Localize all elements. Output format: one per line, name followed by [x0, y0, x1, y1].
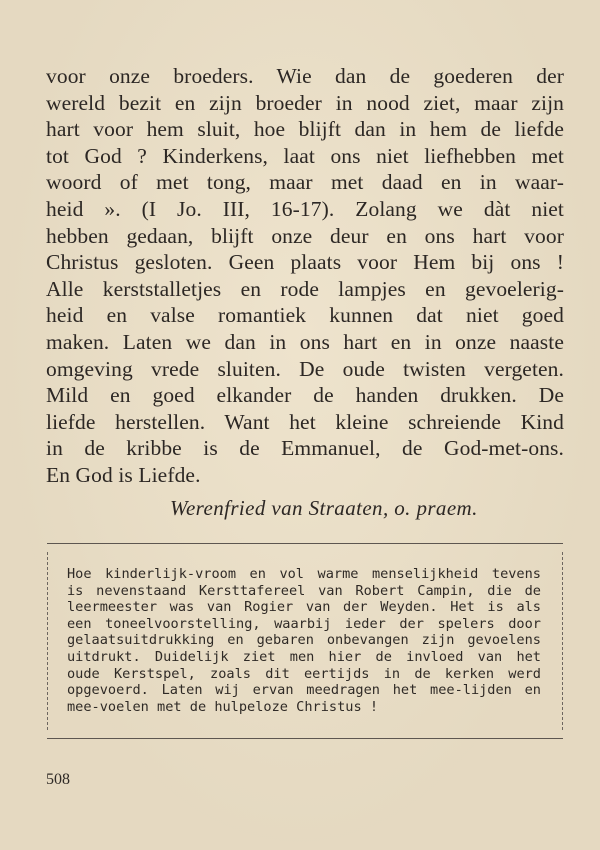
- caption-line: is nevenstaand Kersttafereel van Robert Campin, die de: [67, 582, 541, 599]
- body-line: voor onze broeders. Wie dan de goederen der: [46, 64, 564, 88]
- caption-text: [67, 566, 541, 715]
- author-signature: Werenfried van Straaten, o. praem.: [170, 496, 478, 520]
- caption-line: uitdrukt. Duidelijk ziet men hier de invloed van het: [67, 648, 541, 665]
- body-line: Christus gesloten. Geen plaats voor Hem bij ons !: [46, 250, 564, 275]
- caption-box: [47, 543, 563, 739]
- caption-line: leermeester was van Rogier van der Weyden. Het is als: [67, 599, 541, 616]
- caption-line: Hoe kinderlijk-vroom en vol warme menselijkheid tevens: [67, 566, 541, 582]
- caption-line: gelaatsuitdrukking en gebaren onbevangen zijn gevoelens: [67, 632, 541, 649]
- body-line: maken. Laten we dan in ons hart en in onze naaste: [46, 329, 564, 354]
- body-line: hart voor hem sluit, hoe blijft dan in hem de liefde: [46, 117, 564, 142]
- body-line: heid ». (I Jo. III, 16-17). Zolang we dàt niet: [46, 196, 564, 221]
- body-line: heid en valse romantiek kunnen dat niet goed: [46, 303, 564, 328]
- body-line: hebben gedaan, blijft onze deur en ons hart voor: [46, 223, 564, 248]
- page-number: 508: [46, 771, 70, 788]
- body-line: liefde herstellen. Want het kleine schreiende Kind: [46, 409, 564, 434]
- caption-border-left: [47, 552, 48, 730]
- body-line: omgeving vrede sluiten. De oude twisten vergeten.: [46, 356, 564, 381]
- body-line: in de kribbe is de Emmanuel, de God-met-ons.: [46, 436, 564, 461]
- body-line: Alle kerststalletjes en rode lampjes en gevoelerig-: [46, 276, 564, 301]
- caption-line: oude Kerstspel, zoals dit eertijds in de kerken werd: [67, 665, 541, 682]
- caption-line: mee-voelen met de hulpeloze Christus !: [67, 698, 378, 715]
- body-line: tot God ? Kinderkens, laat ons niet liefhebben met: [46, 143, 564, 168]
- body-line: Mild en goed elkander de handen drukken. De: [46, 383, 564, 408]
- caption-border-right: [562, 552, 563, 730]
- body-line: wereld bezit en zijn broeder in nood ziet, maar zijn: [46, 90, 564, 115]
- caption-line: opgevoerd. Laten wij ervan meedragen het mee-lijden en: [67, 682, 541, 699]
- body-line: En God is Liefde.: [46, 462, 201, 487]
- body-line: woord of met tong, maar met daad en in waar-: [46, 170, 564, 195]
- caption-line: een toneelvoorstelling, waarbij ieder der spelers door: [67, 615, 541, 632]
- body-text: [46, 63, 564, 489]
